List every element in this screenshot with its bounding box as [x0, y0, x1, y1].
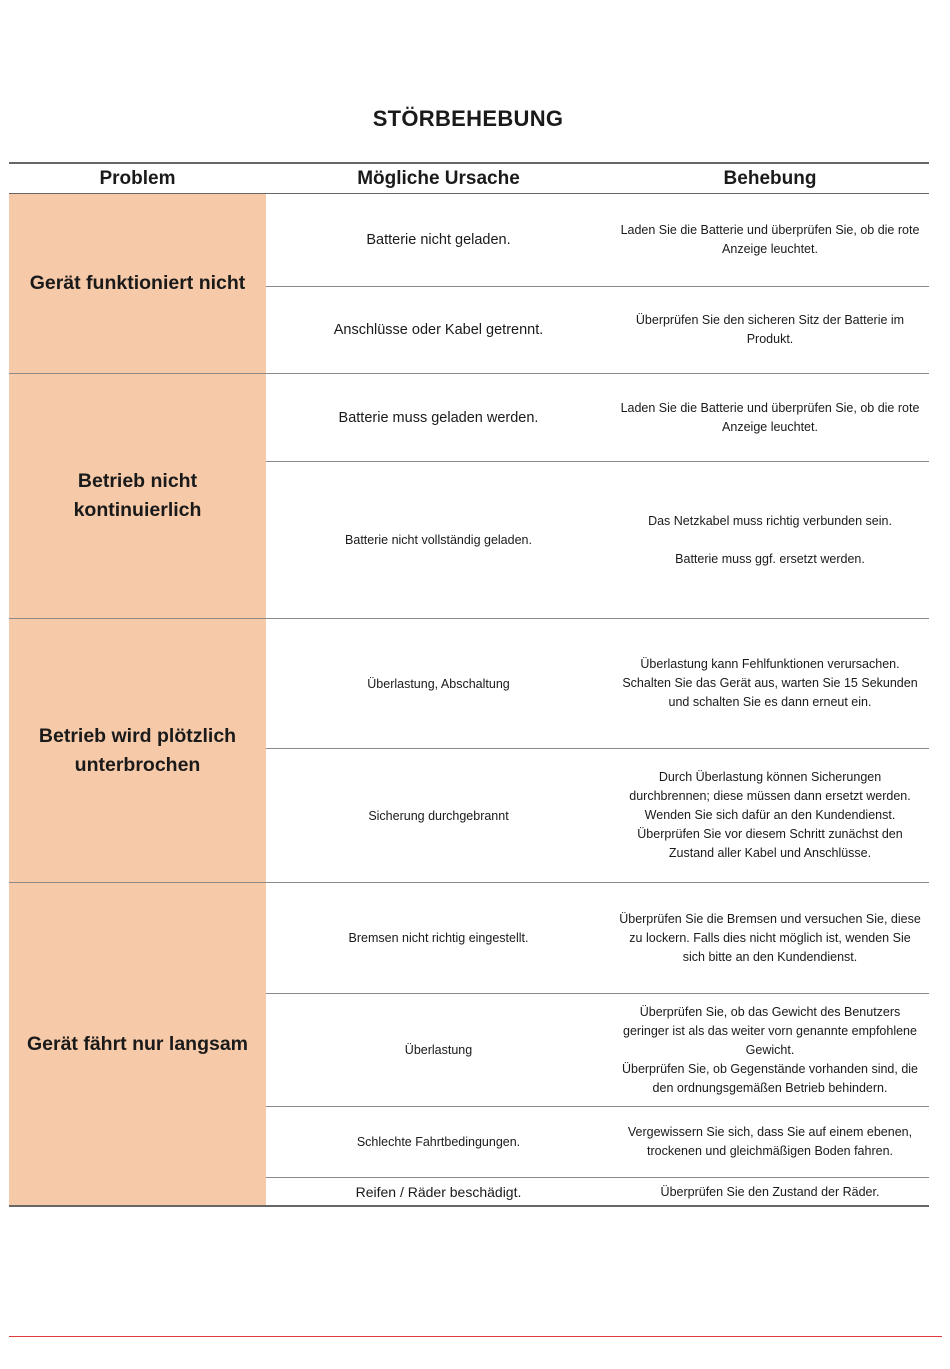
- cause-cell: Batterie nicht geladen.: [366, 232, 511, 248]
- fix-cell: Vergewissern Sie sich, dass Sie auf einem ebenen, trockenen und gleichmäßigen Boden fahren.: [627, 1125, 913, 1158]
- problem-cell: Gerät funktioniert nicht: [9, 194, 266, 373]
- cause-cell: Schlechte Fahrtbedingungen.: [356, 1135, 521, 1149]
- fix-cell: Überprüfen Sie den sicheren Sitz der Batterie im Produkt.: [635, 313, 905, 346]
- fix-cell: Überlastung kann Fehlfunktionen verursachen. Schalten Sie das Gerät aus, warten Sie 15 Sekunden und schalten Sie es dann erneut ein.: [622, 657, 918, 709]
- column-header-fix: Behebung: [723, 168, 817, 189]
- fix-cell: Überprüfen Sie den Zustand der Räder.: [660, 1184, 880, 1199]
- cause-cell: Bremsen nicht richtig eingestellt.: [348, 931, 529, 945]
- cause-cell: Batterie nicht vollständig geladen.: [345, 533, 532, 547]
- fix-cell: Laden Sie die Batterie und überprüfen Sie, ob die rote Anzeige leuchtet.: [620, 223, 920, 256]
- cause-cell: Überlastung, Abschaltung: [367, 676, 510, 691]
- column-header-problem: Problem: [99, 168, 176, 189]
- cause-cell: Batterie muss geladen werden.: [338, 409, 539, 426]
- cause-cell: Reifen / Räder beschädigt.: [355, 1184, 522, 1200]
- problem-cell: Betrieb wird plötzlich unterbrochen: [9, 619, 266, 882]
- footer-rule: [9, 1336, 942, 1337]
- problem-cell: Betrieb nicht kontinuierlich: [9, 374, 266, 618]
- table-top-rule: [9, 162, 929, 164]
- cause-cell: Überlastung: [404, 1043, 473, 1057]
- problem-cell: Gerät fährt nur langsam: [9, 883, 266, 1206]
- table-bottom-rule: [9, 1205, 929, 1207]
- page-title: STÖRBEHEBUNG: [372, 106, 564, 131]
- fix-cell: Durch Überlastung können Sicherungen durchbrennen; diese müssen dann ersetzt werden. Wenden Sie sich dafür an den Kundendienst. Überprüfen Sie vor diesem Schritt zunächst den Zustand aller Kabel und Anschlüsse.: [629, 770, 911, 860]
- cause-cell: Anschlüsse oder Kabel getrennt.: [333, 322, 544, 338]
- column-header-cause: Mögliche Ursache: [357, 168, 520, 189]
- fix-cell: Überprüfen Sie die Bremsen und versuchen Sie, diese zu lockern. Falls dies nicht möglich ist, wenden Sie sich bitte an den Kundendienst.: [619, 911, 921, 964]
- fix-cell: Überprüfen Sie, ob das Gewicht des Benutzers geringer ist als das weiter vorn genannte empfohlene Gewicht. Überprüfen Sie, ob Gegenstände vorhanden sind, die den ordnungsgemäßen Betrieb behindern.: [621, 1004, 919, 1095]
- fix-cell: Das Netzkabel muss richtig verbunden sein. Batterie muss ggf. ersetzt werden.: [648, 513, 892, 566]
- fix-cell: Laden Sie die Batterie und überprüfen Sie, ob die rote Anzeige leuchtet.: [620, 400, 920, 434]
- cause-cell: Sicherung durchgebrannt: [368, 808, 509, 823]
